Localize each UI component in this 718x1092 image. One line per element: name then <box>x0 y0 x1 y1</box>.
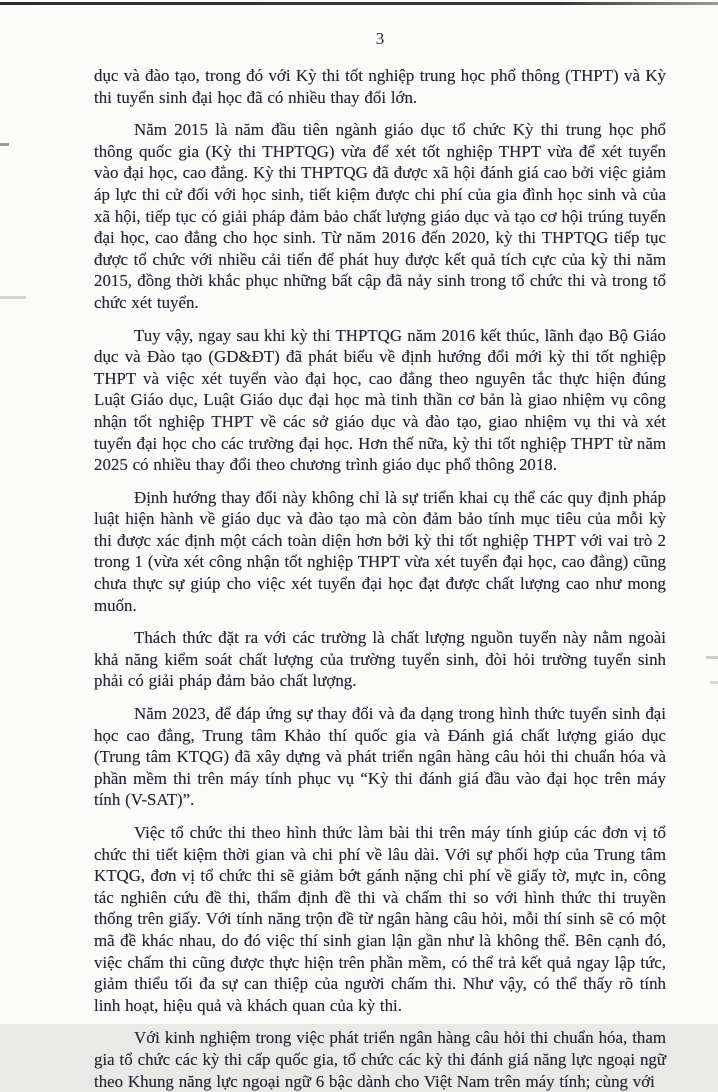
scan-artifact-top-strip <box>0 2 718 5</box>
scan-artifact <box>710 681 718 684</box>
paragraph: Thách thức đặt ra với các trường là chất lượng nguồn tuyển này nằm ngoài khả năng kiểm soát chất lượng của trường tuyển sinh, đòi hỏi trường tuyển sinh phải có giải pháp đảm bảo chất lượng. <box>94 628 666 691</box>
paragraph: Năm 2023, để đáp ứng sự thay đổi và đa dạng trong hình thức tuyển sinh đại học cao đẳng, Trung tâm Khảo thí quốc gia và Đánh giá chất lượng giáo dục (Trung tâm KTQG) đã xây dựng và phát triển ngân hàng câu hỏi thi chuẩn hóa và phần mềm thi trên máy tính phục vụ “Kỳ thi đánh giá đầu vào đại học trên máy tính (V-SAT)”. <box>94 704 666 810</box>
paragraph: Tuy vậy, ngay sau khi kỳ thi THPTQG năm 2016 kết thúc, lãnh đạo Bộ Giáo dục và Đào tạo (GD&ĐT) đã phát biểu về định hướng đổi mới kỳ thi tốt nghiệp THPT và việc xét tuyển vào đại học, cao đẳng theo nguyên tắc thực hiện đúng Luật Giáo dục, Luật Giáo dục đại học mà tinh thần cơ bản là giao nhiệm vụ công nhận tốt nghiệp THPT về các sở giáo dục và đào tạo, giao nhiệm vụ thi và xét tuyển đại học cho các trường đại học. Hơn thế nữa, kỳ thi tốt nghiệp THPT từ năm 2025 có nhiều thay đổi theo chương trình giáo dục phổ thông 2018. <box>94 325 666 475</box>
document-body <box>94 65 666 1092</box>
scan-artifact <box>706 656 718 659</box>
paragraph: Định hướng thay đổi này không chỉ là sự triển khai cụ thể các quy định pháp luật hiện hành về giáo dục và đào tạo mà còn đảm bảo tính mục tiêu của mỗi kỳ thi được xác định một cách toàn diện hơn bởi kỳ thi tốt nghiệp THPT với vai trò 2 trong 1 (vừa xét công nhận tốt nghiệp THPT vừa xét tuyển đại học, cao đẳng) cũng chưa thực sự giúp cho việc xét tuyển đại học đạt được chất lượng cao như mong muốn. <box>94 487 666 615</box>
paragraph: dục và đào tạo, trong đó với Kỳ thi tốt nghiệp trung học phổ thông (THPT) và Kỳ thi tuyển sinh đại học đã có nhiều thay đổi lớn. <box>94 66 666 107</box>
paragraph: Với kinh nghiệm trong việc phát triển ngân hàng câu hỏi thi chuẩn hóa, tham gia tổ chức các kỳ thi cấp quốc gia, tổ chức các kỳ thi đánh giá năng lực ngoại ngữ theo Khung năng lực ngoại ngữ 6 bậc dành cho Việt Nam trên máy tính; cùng với <box>94 1028 666 1091</box>
page-number: 3 <box>375 29 385 48</box>
scan-artifact <box>0 296 26 299</box>
paragraph: Việc tổ chức thi theo hình thức làm bài thi trên máy tính giúp các đơn vị tổ chức thi tiết kiệm thời gian và chi phí về lâu dài. Với sự phối hợp của Trung tâm KTQG, đơn vị tổ chức thi sẽ giảm bớt gánh nặng chi phí về giấy tờ, mực in, công tác nghiên cứu đề thi, thẩm định đề thi và chấm thi so với hình thức thi truyền thống trên giấy. Với tính năng trộn đề từ ngân hàng câu hỏi, mỗi thí sinh sẽ có một mã đề khác nhau, do đó việc thí sinh gian lận gần như là không thể. Bên cạnh đó, việc chấm thi cũng được thực hiện trên phần mềm, có thể trả kết quả ngay lập tức, giảm thiểu tối đa sự can thiệp của người chấm thi. Như vậy, có thể thấy rõ tính linh hoạt, hiệu quả và khách quan của kỳ thi. <box>94 823 666 1015</box>
paragraph: Năm 2015 là năm đầu tiên ngành giáo dục tổ chức Kỳ thi trung học phổ thông quốc gia (Kỳ thi THPTQG) vừa để xét tốt nghiệp THPT vừa để xét tuyển vào đại học, cao đẳng. Kỳ thi THPTQG đã được xã hội đánh giá cao bởi việc giảm áp lực thi cử đối với học sinh, tiết kiệm được chi phí của gia đình học sinh và của xã hội, tiếp tục có giải pháp đảm bảo chất lượng giáo dục và tạo cơ hội trúng tuyển đại học, cao đẳng cho học sinh. Từ năm 2016 đến 2020, kỳ thi THPTQG tiếp tục được tổ chức với nhiều cải tiến để phát huy được kết quả tích cực của kỳ thi năm 2015, đồng thời khắc phục những bất cập đã nảy sinh trong tổ chức thi và trong tổ chức xét tuyển. <box>94 120 666 312</box>
scan-artifact <box>0 143 9 146</box>
